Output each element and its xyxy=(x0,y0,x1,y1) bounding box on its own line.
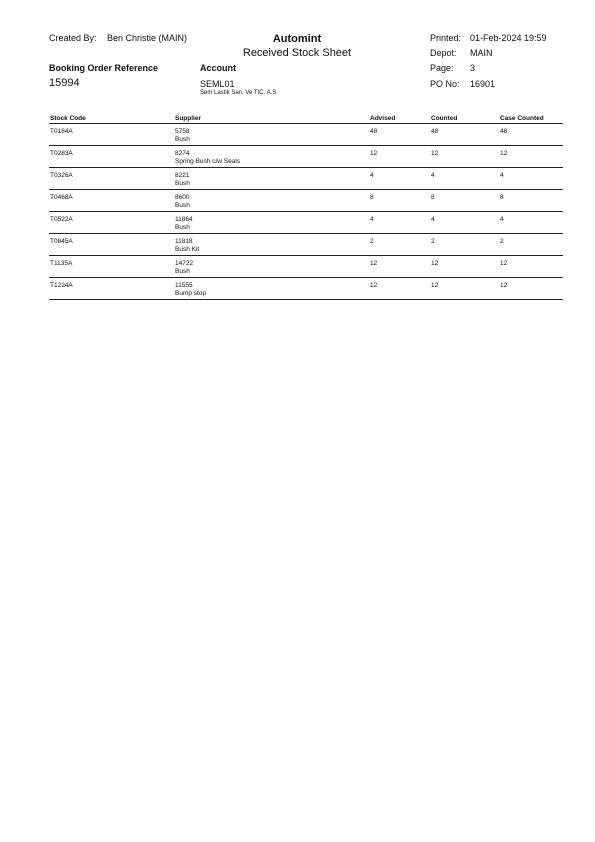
col-supplier: Supplier xyxy=(175,115,202,122)
advised-qty: 2 xyxy=(370,238,374,245)
supplier-code: 5758 xyxy=(175,128,190,135)
account-name: Sem Lastik San. Ve TIC. A.S. xyxy=(200,90,278,96)
case-counted-qty: 12 xyxy=(500,282,508,289)
table-row xyxy=(49,168,563,190)
account-label: Account xyxy=(200,63,236,73)
col-advised: Advised xyxy=(370,115,396,122)
item-description: Bush xyxy=(175,202,190,209)
case-counted-qty: 4 xyxy=(500,216,504,223)
stock-code: T1135A xyxy=(50,260,73,267)
supplier-cell xyxy=(175,194,190,210)
supplier-code: 14722 xyxy=(175,260,194,267)
printed-value: 01-Feb-2024 19:59 xyxy=(470,33,547,43)
advised-qty: 12 xyxy=(370,150,378,157)
item-description: Bush Kit xyxy=(175,246,200,253)
stock-table xyxy=(49,114,563,300)
supplier-cell xyxy=(175,260,193,276)
company-name: Automint xyxy=(272,33,322,45)
counted-qty: 8 xyxy=(431,194,435,201)
stock-code: T0522A xyxy=(50,216,73,223)
item-description: Bush xyxy=(175,136,190,143)
supplier-cell xyxy=(175,216,193,232)
supplier-code: 8221 xyxy=(175,172,190,179)
po-value: 16901 xyxy=(470,79,496,89)
supplier-code: 8600 xyxy=(175,194,190,201)
booking-order-value: 15994 xyxy=(49,77,80,89)
counted-qty: 12 xyxy=(431,150,439,157)
col-counted: Counted xyxy=(431,115,458,122)
table-row xyxy=(49,256,563,278)
stock-code: T0283A xyxy=(50,150,73,157)
booking-order-label: Booking Order Reference xyxy=(49,63,159,73)
table-row xyxy=(49,234,563,256)
page-label: Page: xyxy=(430,63,454,73)
stock-code: T0326A xyxy=(50,172,73,179)
account-code: SEML01 xyxy=(200,79,235,89)
advised-qty: 48 xyxy=(370,128,378,135)
supplier-cell xyxy=(175,150,240,166)
item-description: Bush xyxy=(175,224,190,231)
supplier-cell xyxy=(175,172,190,188)
counted-qty: 4 xyxy=(431,216,435,223)
advised-qty: 4 xyxy=(370,172,374,179)
stock-code: T1224A xyxy=(50,282,73,289)
depot-value: MAIN xyxy=(470,48,493,58)
item-description: Bush xyxy=(175,268,190,275)
supplier-code: 11555 xyxy=(175,282,193,289)
po-label: PO No: xyxy=(430,79,460,89)
table-row xyxy=(49,212,563,234)
case-counted-qty: 48 xyxy=(500,128,508,135)
supplier-code: 8274 xyxy=(175,150,190,157)
supplier-code: 11818 xyxy=(175,238,193,245)
created-by-value: Ben Christie (MAIN) xyxy=(107,33,188,43)
counted-qty: 12 xyxy=(431,282,439,289)
case-counted-qty: 12 xyxy=(500,260,508,267)
counted-qty: 48 xyxy=(431,128,439,135)
supplier-cell xyxy=(175,128,190,144)
counted-qty: 12 xyxy=(431,260,439,267)
created-by-label: Created By: xyxy=(49,33,97,43)
supplier-cell xyxy=(175,238,199,254)
case-counted-qty: 8 xyxy=(500,194,504,201)
advised-qty: 8 xyxy=(370,194,374,201)
supplier-code: 11864 xyxy=(175,216,193,223)
counted-qty: 2 xyxy=(431,238,435,245)
item-description: Spring Bush c/w Seals xyxy=(175,158,241,165)
col-stock-code: Stock Code xyxy=(50,115,86,122)
printed-label: Printed: xyxy=(430,33,462,43)
table-row xyxy=(49,146,563,168)
table-row xyxy=(49,124,563,146)
case-counted-qty: 12 xyxy=(500,150,508,157)
page-value: 3 xyxy=(470,63,476,73)
case-counted-qty: 2 xyxy=(500,238,504,245)
supplier-cell xyxy=(175,282,206,298)
case-counted-qty: 4 xyxy=(500,172,504,179)
advised-qty: 12 xyxy=(370,282,378,289)
table-row xyxy=(49,278,563,300)
table-header xyxy=(49,114,563,124)
table-row xyxy=(49,190,563,212)
advised-qty: 4 xyxy=(370,216,374,223)
item-description: Bush xyxy=(175,180,190,187)
col-case-counted: Case Counted xyxy=(500,115,544,122)
stock-code: T0468A xyxy=(50,194,73,201)
sheet-title: Received Stock Sheet xyxy=(242,47,352,59)
stock-code: T0845A xyxy=(50,238,73,245)
advised-qty: 12 xyxy=(370,260,378,267)
counted-qty: 4 xyxy=(431,172,435,179)
stock-code: T0184A xyxy=(50,128,73,135)
item-description: Bump stop xyxy=(175,290,207,297)
depot-label: Depot: xyxy=(430,48,457,58)
